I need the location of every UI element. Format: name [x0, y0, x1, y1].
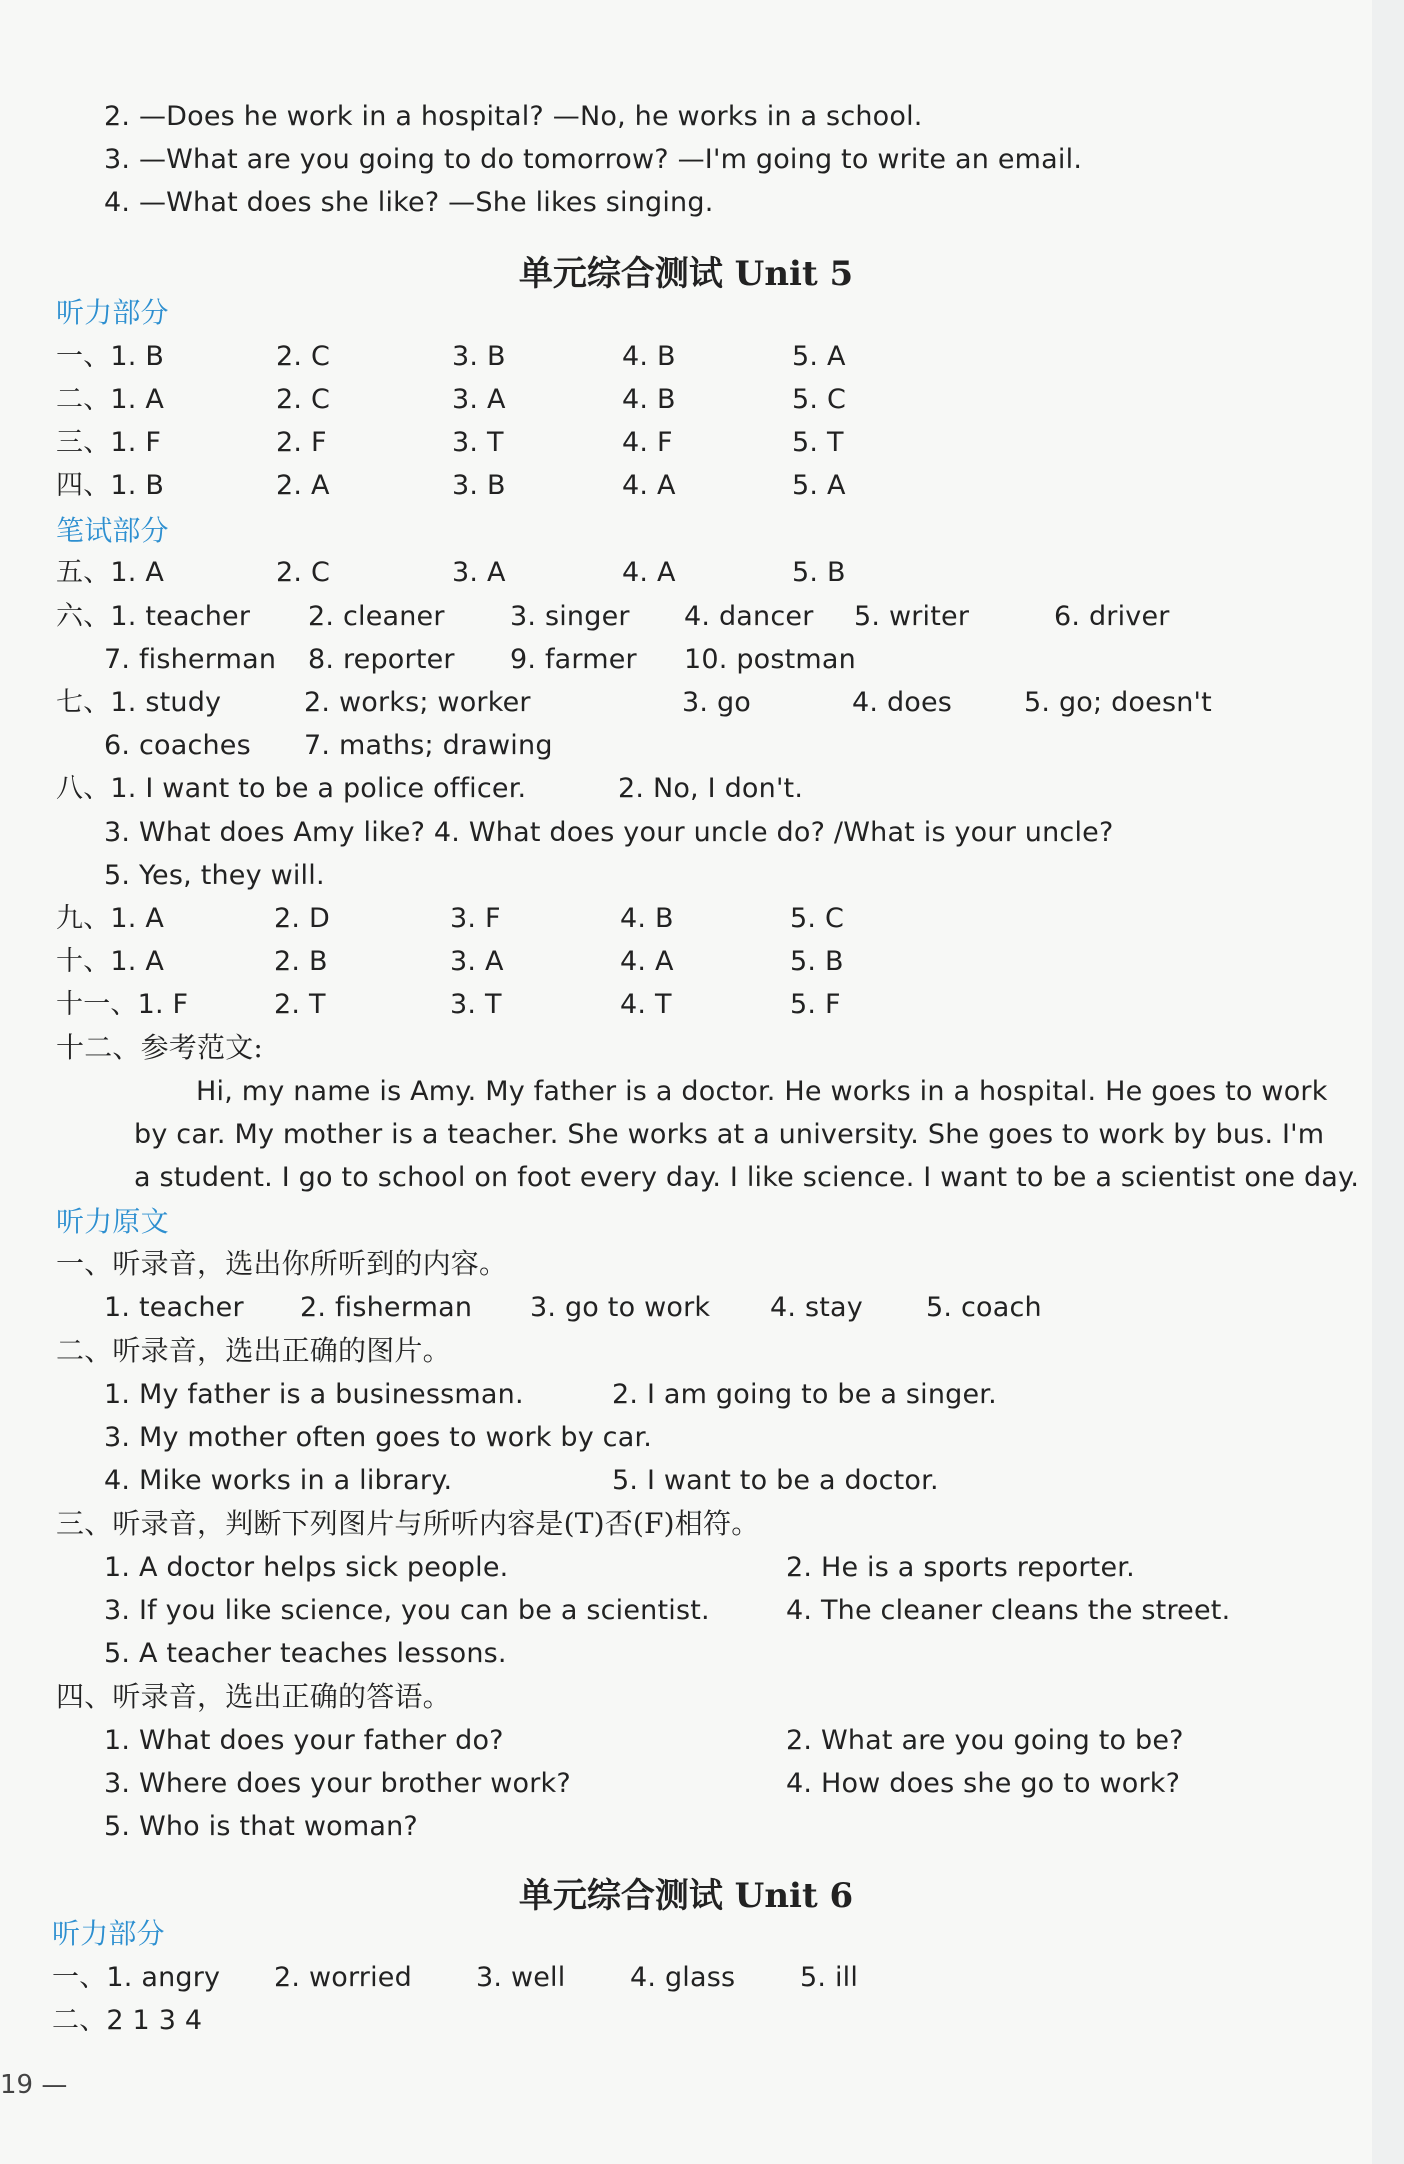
- listening-header: 听力部分: [52, 1917, 165, 1950]
- answer-line: 5. A teacher teaches lessons.: [104, 1638, 507, 1669]
- answer-line: 二、2 1 3 4: [52, 2005, 203, 2036]
- unit6-title: 单元综合测试 Unit 6: [518, 1876, 854, 1916]
- essay-line: by car. My mother is a teacher. She works at a university. She goes to work by bus. I'm: [134, 1119, 1325, 1150]
- listening-header: 听力部分: [56, 296, 169, 329]
- section-label: 二、听录音，选出正确的图片。: [56, 1334, 451, 1367]
- answer-line: 4. —What does she like? —She likes singing.: [104, 187, 714, 218]
- section-label: 三、听录音，判断下列图片与所听内容是(T)否(F)相符。: [56, 1507, 760, 1540]
- page-number: 19 —: [0, 2070, 68, 2100]
- answer-line: 3. —What are you going to do tomorrow? —I'm going to write an email.: [104, 144, 1083, 175]
- unit5-title: 单元综合测试 Unit 5: [518, 254, 854, 294]
- written-header: 笔试部分: [56, 514, 169, 547]
- answer-line: 3. What does Amy like? 4. What does your uncle do? /What is your uncle?: [104, 817, 1114, 848]
- answer-page: 2. —Does he work in a hospital? —No, he works in a school. 3. —What are you going to do tomorrow? —I'm going to write an email. 4. —What does she like? —She likes singing. 单元综合测试 Unit 5 听力部分 一、1. B 2. C 3. B 4. B 5. A 二、1. A 2. C 3. A 4. B 5. C 三、1. F 2. F 3. T 4. F 5. T 四、1. B 2. A 3. B 4. A 5. A 笔试部分 五、1. A 2. C 3. A 4. A 5. B 六、1. teacher 2. cleaner 3. singer 4. dancer 5. writer 6. driver 7. fisherman 8. reporter 9. farmer 10. postman 七、1. study 2. works; worker 3. go 4. does 5. go; doesn't 6. coaches 7. maths; drawing 八、1. I want to be a police officer. 2. No, I don't. 3. What does Amy like? 4. What does your uncle do? /What is your uncle? 5. Yes, they will. 九、1. A 2. D 3. F 4. B 5. C 十、1. A 2. B 3. A 4. A 5. B 十一、1. F 2. T 3. T 4. T 5. F 十二、参考范文: Hi, my name is Amy. My father is a doctor. He works in a hospital. He goes to work by car. My mother is a teacher. She works at a university. She goes to work by bus. I'm a student. I go to school on foot every day. I like science. I want to be a scientist one day. 听力原文 一、听录音，选出你所听到的内容。 1. teacher 2. fisherman 3. go to work 4. stay 5. coach 二、听录音，选出正确的图片。 1. My father is a businessman. 2. I am going to be a singer. 3. My mother often goes to work by car. 4. Mike works in a library. 5. I want to be a doctor. 三、听录音，判断下列图片与所听内容是(T)否(F)相符。 1. A doctor helps sick people. 2. He is a sports reporter. 3. If you like science, you can be a scientist. 4. The cleaner cleans the street. 5. A teacher teaches lessons. 四、听录音，选出正确的答语。 1. What does your father do? 2. What are you going to be? 3. Where does your brother work? 4. How does she go to work? 5. Who is that woman? 单元综合测试 Unit 6 听力部分 一、1. angry 2. worried 3. well 4. glass 5. ill 二、2 1 3 4 19 —: [0, 0, 1372, 2164]
- answer-line: 2. —Does he work in a hospital? —No, he works in a school.: [104, 101, 923, 132]
- section-label: 一、听录音，选出你所听到的内容。: [56, 1247, 508, 1280]
- answer-line: 3. My mother often goes to work by car.: [104, 1422, 653, 1453]
- answer-line: 5. Who is that woman?: [104, 1811, 418, 1842]
- section-label: 四、听录音，选出正确的答语。: [56, 1680, 451, 1713]
- transcript-header: 听力原文: [56, 1205, 169, 1238]
- section-label: 十二、参考范文:: [56, 1031, 264, 1064]
- essay-line: Hi, my name is Amy. My father is a doctor. He works in a hospital. He goes to work: [196, 1076, 1328, 1107]
- answer-line: 5. Yes, they will.: [104, 860, 325, 891]
- essay-line: a student. I go to school on foot every day. I like science. I want to be a scientist one day.: [134, 1162, 1360, 1193]
